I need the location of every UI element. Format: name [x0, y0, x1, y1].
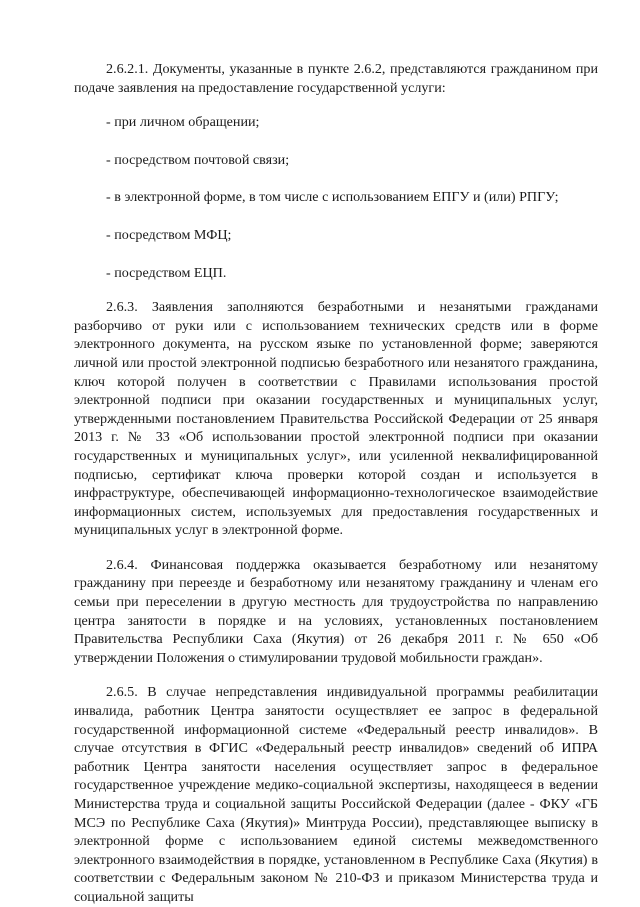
submission-methods-list — [74, 113, 598, 282]
paragraph-2-6-2-1: 2.6.2.1. Документы, указанные в пункте 2.6.2, представляются гражданином при подаче заявления на предоставление государственной услуги: — [74, 61, 598, 96]
paragraph-2-6-3: 2.6.3. Заявления заполняются безработными и незанятыми гражданами разборчиво от руки или с использованием технических средств или в форме электронного документа, на русском языке по установленной форме; заверяются личной или простой электронной подписью безработного или незанятого гражданина, ключ которой получен в соответствии с Правилами использования простой электронной подписи при оказании государственных и муниципальных услуг, утвержденными постановлением Правительства Российской Федерации от 25 января 2013 г. № 33 «Об использовании простой электронной подписи при оказании государственных и муниципальных услуг», или усиленной неквалифицированной подписью, сертификат ключа проверки которой создан и используется в инфраструктуре, обеспечивающей информационно-технологическое взаимодействие информационных систем, используемых для предоставления государственных и муниципальных услуг в электронной форме. — [74, 299, 598, 539]
list-item: - посредством почтовой связи; — [106, 151, 290, 168]
document-page — [74, 60, 598, 907]
list-item: - посредством ЕЦП. — [106, 264, 227, 281]
list-item: - в электронной форме, в том числе с использованием ЕПГУ и (или) РПГУ; — [106, 189, 559, 206]
paragraph-2-6-4: 2.6.4. Финансовая поддержка оказывается безработному или незанятому гражданину при переезде и безработному или незанятому гражданину и членам его семьи при переселении в другую местность для трудоустройства по направлению центра занятости в порядке и на условиях, установленных постановлением Правительства Республики Саха (Якутия) от 26 декабря 2011 г. № 650 «Об утверждении Положения о стимулировании трудовой мобильности граждан». — [74, 556, 598, 666]
paragraph-2-6-5: 2.6.5. В случае непредставления индивидуальной программы реабилитации инвалида, работник Центра занятости осуществляет ее запрос в федеральной государственной информационной системе «Федеральный реестр инвалидов». В случае отсутствия в ФГИС «Федеральный реестр инвалидов» сведений об ИПРА работник Центра занятости населения осуществляет запрос в федеральное государственное учреждение медико-социальной экспертизы, находящееся в ведении Министерства труда и социальной защиты Российской Федерации (далее - ФКУ «ГБ МСЭ по Республике Саха (Якутия)» Минтруда России), представляющее выписку в электронной форме с использованием единой системы межведомственного электронного взаимодействия в порядке, установленном в Республике Саха (Якутия) в соответствии с Федеральным законом № 210-ФЗ и приказом Министерства труда и социальной защиты — [74, 684, 598, 905]
list-item: - посредством МФЦ; — [106, 226, 232, 243]
list-item: - при личном обращении; — [106, 114, 260, 131]
